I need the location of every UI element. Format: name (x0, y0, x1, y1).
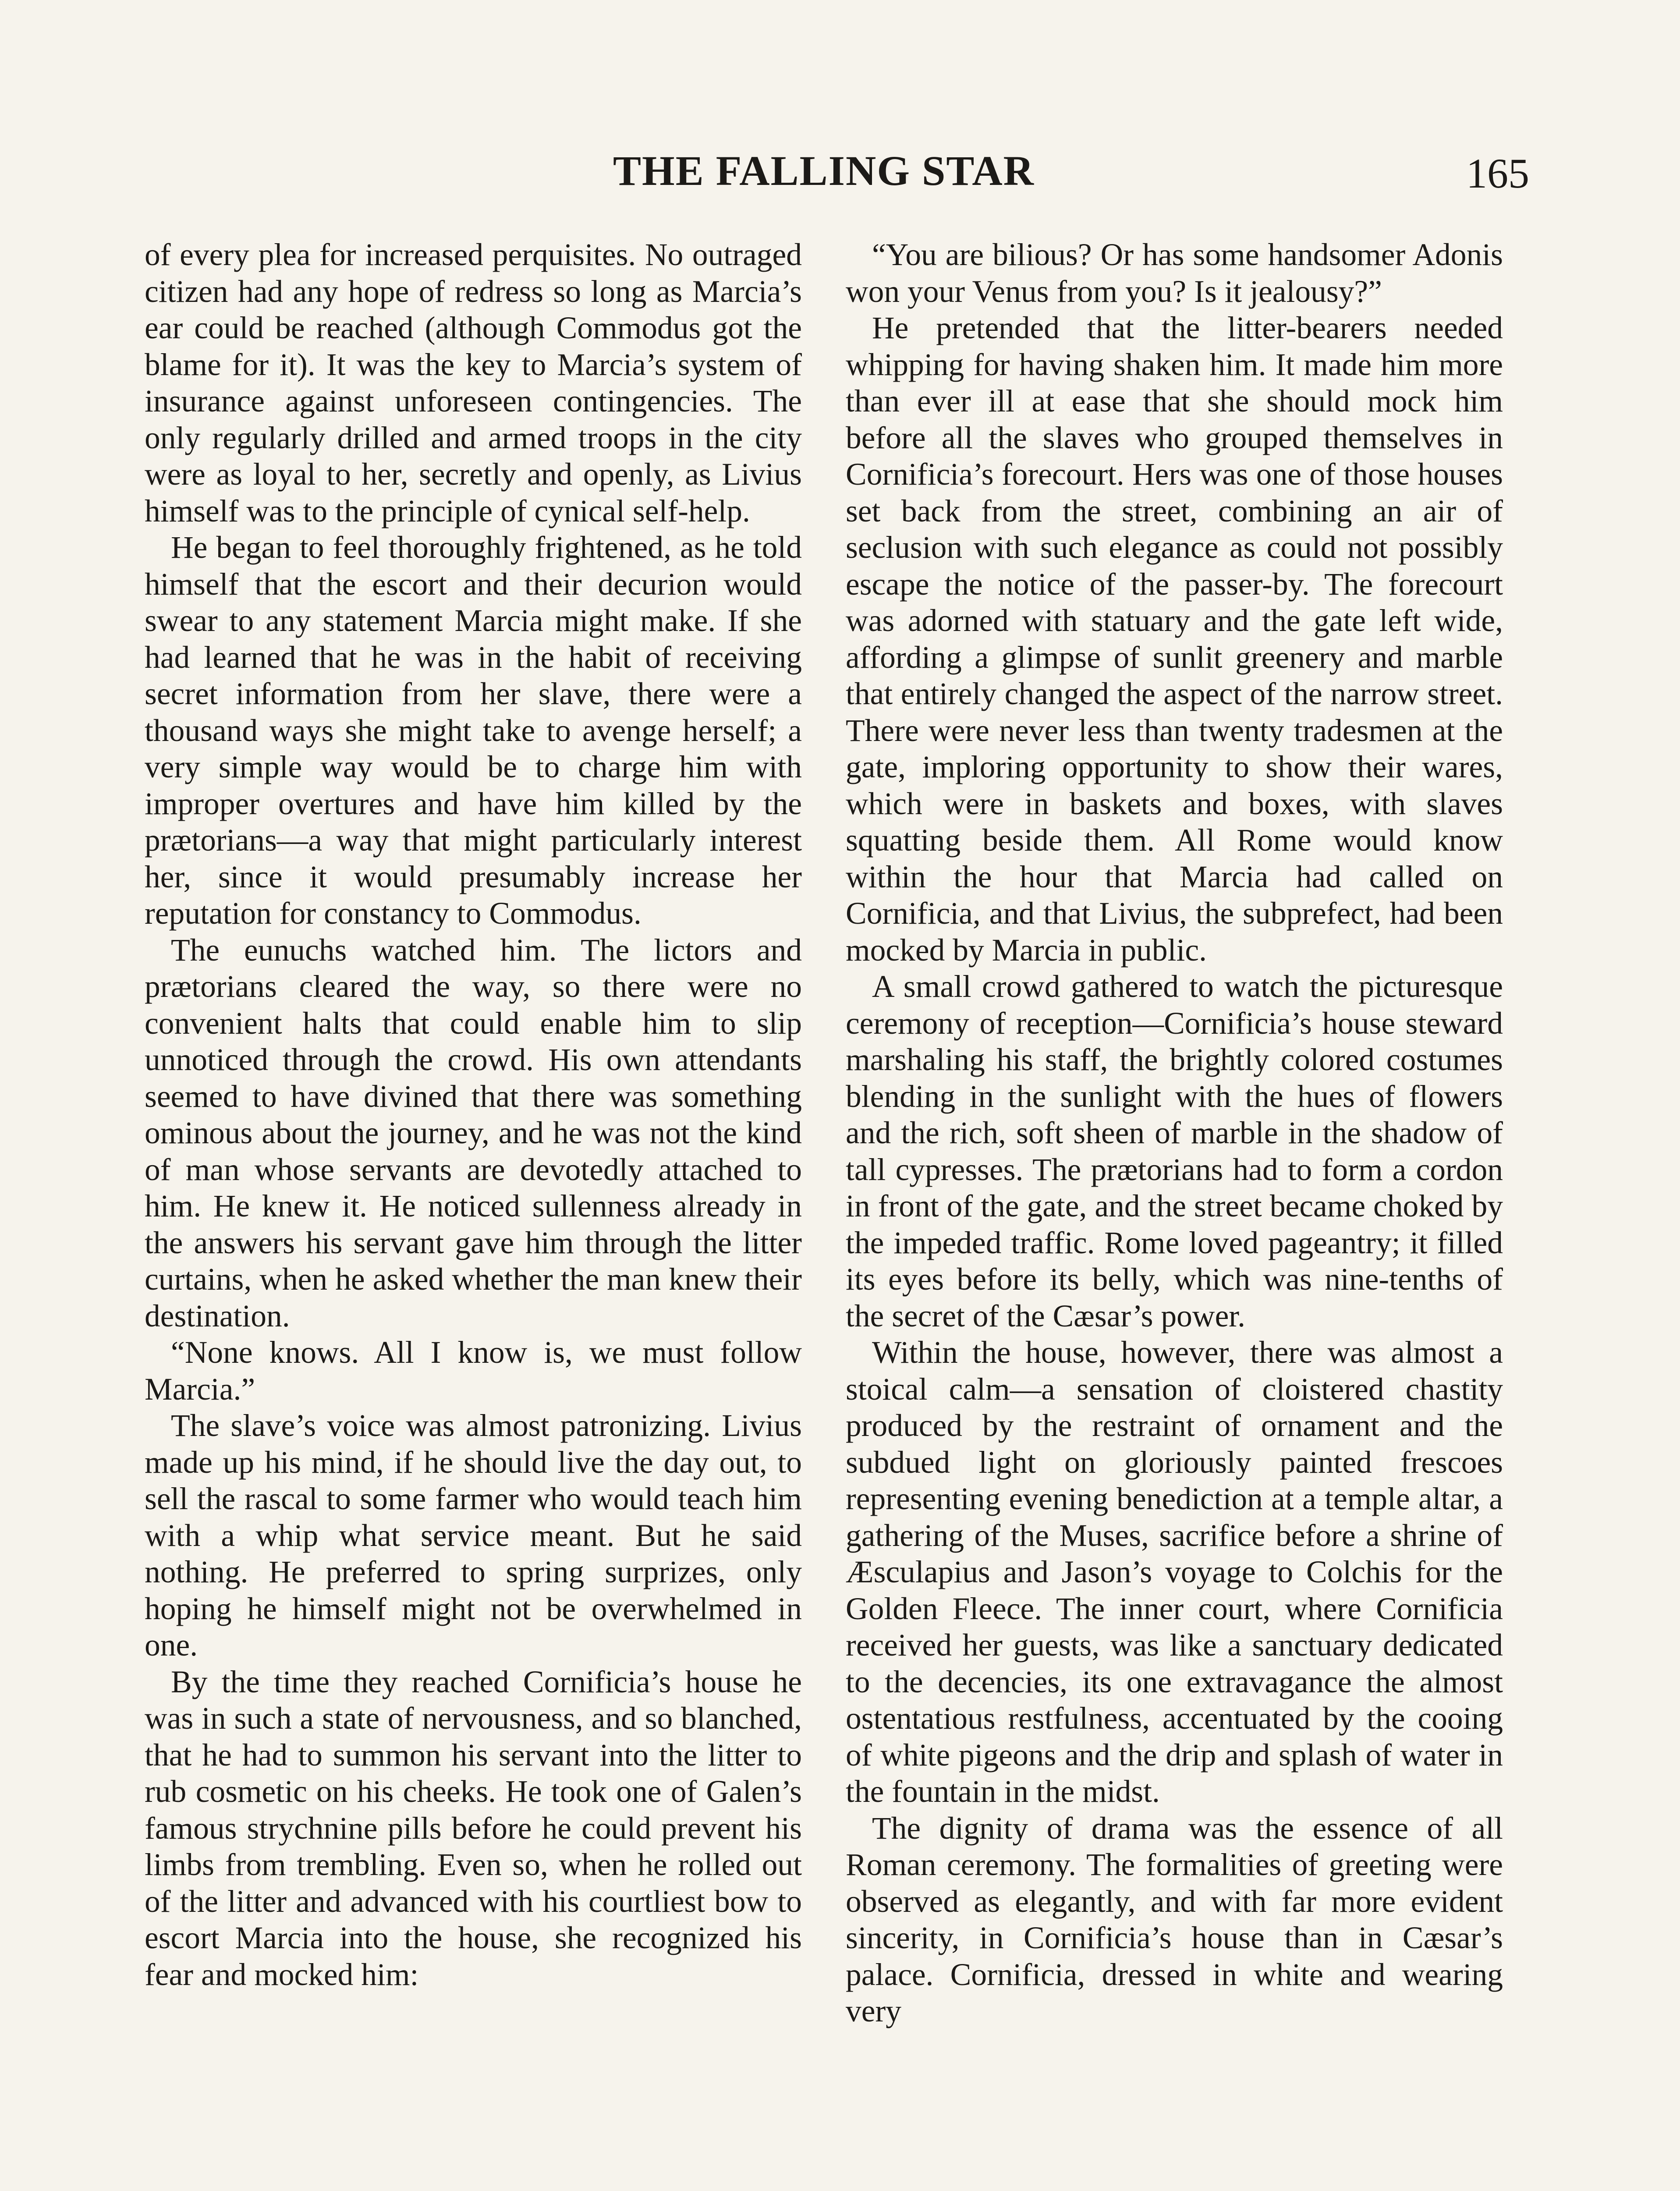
paragraph: The eunuchs watched him. The lictors and prætorians cleared the way, so there were no convenient halts that could enable him to slip unnoticed through the crowd. His own attendants seemed to have divined that there was something ominous about the journey, and he was not the kind of man whose servants are devotedly attached to him. He knew it. He noticed sullenness already in the answers his servant gave him through the litter curtains, when he asked whether the man knew their destination. (145, 932, 802, 1333)
paragraph: A small crowd gathered to watch the picturesque ceremony of reception—Cornificia’s house steward marshaling his staff, the brightly colored costumes blending in the sunlight with the hues of flowers and the rich, soft sheen of marble in the shadow of tall cypresses. The prætorians had to form a cordon in front of the gate, and the street became choked by the impeded traffic. Rome loved pageantry; it filled its eyes before its belly, which was nine-tenths of the secret of the Cæsar’s power. (846, 969, 1503, 1333)
paragraph: “You are bilious? Or has some handsomer Adonis won your Venus from you? Is it jealousy?” (846, 238, 1503, 309)
paragraph: The dignity of drama was the essence of all Roman ceremony. The formalities of greeting were observed as elegantly, and with far more evident sincerity, in Cornificia’s house than in Cæsar’s palace. Cornificia, dressed in white and wearing very (846, 1811, 1503, 2028)
running-title: THE FALLING STAR (613, 147, 1035, 194)
page-number: 165 (1466, 150, 1529, 197)
page-header (145, 145, 1529, 202)
paragraph: The slave’s voice was almost patronizing. Livius made up his mind, if he should live the day out, to sell the rascal to some farmer who would teach him with a whip what service meant. But he said nothing. He preferred to spring surprizes, only hoping he himself might not be overwhelmed in one. (145, 1408, 802, 1663)
left-text-column (145, 237, 802, 1993)
paragraph: He pretended that the litter-bearers needed whipping for having shaken him. It made him more than ever ill at ease that she should mock him before all the slaves who grouped themselves in Cornificia’s forecourt. Hers was one of those houses set back from the street, combining an air of seclusion with such elegance as could not possibly escape the notice of the passer-by. The forecourt was adorned with statuary and the gate left wide, affording a glimpse of sunlit greenery and marble that entirely changed the aspect of the narrow street. There were never less than twenty tradesmen at the gate, imploring opportunity to show their wares, which were in baskets and boxes, with slaves squatting beside them. All Rome would know within the hour that Marcia had called on Cornificia, and that Livius, the subprefect, had been mocked by Marcia in public. (846, 311, 1503, 968)
paragraph: Within the house, however, there was almost a stoical calm—a sensation of cloistered chastity produced by the restraint of ornament and the subdued light on gloriously painted frescoes representing evening benediction at a temple altar, a gathering of the Muses, sacrifice before a shrine of Æsculapius and Jason’s voyage to Colchis for the Golden Fleece. The inner court, where Cornificia received her guests, was like a sanctuary dedicated to the decencies, its one extravagance the almost ostentatious restfulness, accentuated by the cooing of white pigeons and the drip and splash of water in the fountain in the midst. (846, 1335, 1503, 1809)
paragraph: He began to feel thoroughly frightened, as he told himself that the escort and their decurion would swear to any statement Marcia might make. If she had learned that he was in the habit of receiving secret information from her slave, there were a thousand ways she might take to avenge herself; a very simple way would be to charge him with improper overtures and have him killed by the prætorians—a way that might particularly interest her, since it would presumably increase her reputation for constancy to Commodus. (145, 530, 802, 931)
right-text-column (846, 237, 1503, 2030)
paragraph: By the time they reached Cornificia’s house he was in such a state of nervousness, and so blanched, that he had to summon his servant into the litter to rub cosmetic on his cheeks. He took one of Galen’s famous strychnine pills before he could prevent his limbs from trembling. Even so, when he rolled out of the litter and advanced with his courtliest bow to escort Marcia into the house, she recognized his fear and mocked him: (145, 1664, 802, 1992)
paragraph: of every plea for increased perquisites. No outraged citizen had any hope of redress so long as Marcia’s ear could be reached (although Commodus got the blame for it). It was the key to Marcia’s system of insurance against unforeseen contingencies. The only regularly drilled and armed troops in the city were as loyal to her, secretly and openly, as Livius himself was to the principle of cynical self-help. (145, 238, 802, 528)
paragraph: “None knows. All I know is, we must follow Marcia.” (145, 1335, 802, 1407)
